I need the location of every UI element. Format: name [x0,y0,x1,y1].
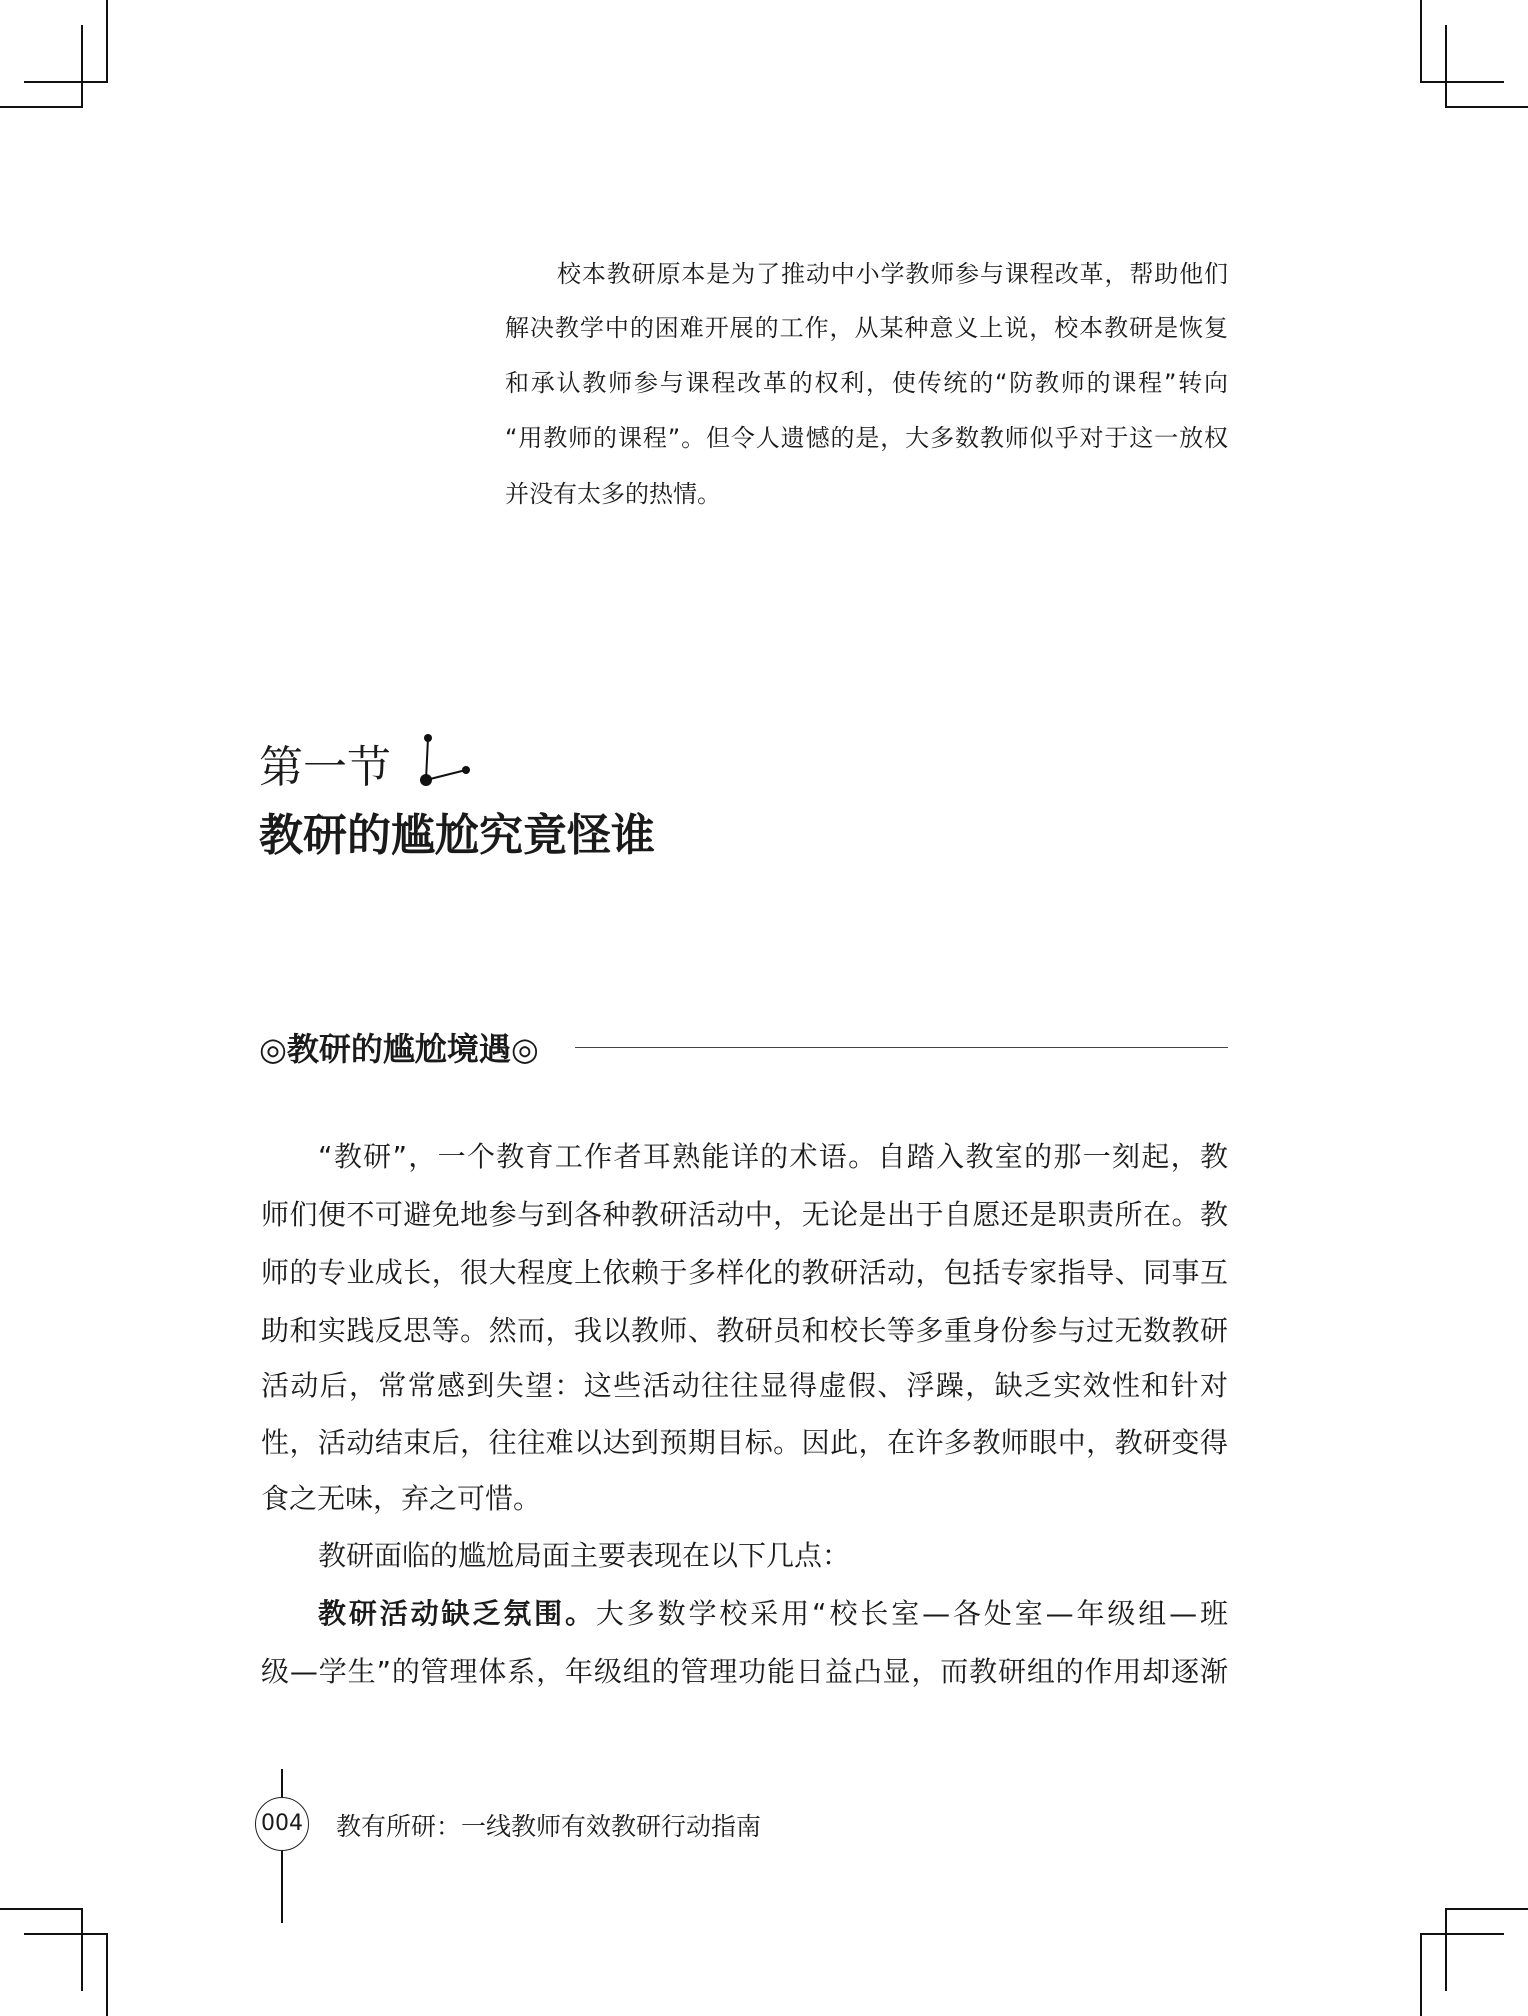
body-line: 师的专业成长，很大程度上依赖于多样化的教研活动，包括专家指导、同事互 [261,1256,1228,1289]
body-line: 教研面临的尴尬局面主要表现在以下几点： [318,1539,851,1572]
body-line [318,1597,1228,1631]
section-label: 第一节 [259,742,391,793]
body-line: 级—学生”的管理体系，年级组的管理功能日益凸显，而教研组的作用却逐渐 [261,1655,1228,1688]
body-line: 助和实践反思等。然而，我以教师、教研员和校长等多重身份参与过无数教研 [261,1314,1228,1347]
body-line: 活动后，常常感到失望：这些活动往往显得虚假、浮躁，缺乏实效性和针对 [261,1369,1228,1402]
intro-line: 并没有太多的热情。 [505,480,721,508]
intro-line: “用教师的课程”。但令人遗憾的是，大多数教师似乎对于这一放权 [505,424,1228,452]
body-line: 食之无味，弃之可惜。 [261,1482,542,1515]
body-line: “教研”，一个教育工作者耳熟能详的术语。自踏入教室的那一刻起，教 [318,1140,1228,1173]
body-line-rest: 大多数学校采用“校长室—各处室—年级组—班 [595,1597,1228,1630]
subheading-rule [575,1047,1228,1048]
book-title: 教有所研：一线教师有效教研行动指南 [336,1812,762,1841]
subheading: ◎教研的尴尬境遇◎ [259,1030,539,1068]
page-number: 004 [261,1811,303,1836]
intro-line: 解决教学中的困难开展的工作，从某种意义上说，校本教研是恢复 [505,314,1228,342]
bold-lead: 教研活动缺乏氛围。 [318,1597,596,1630]
intro-line: 和承认教师参与课程改革的权利，使传统的“防教师的课程”转向 [505,369,1228,397]
body-line: 性，活动结束后，往往难以达到预期目标。因此，在许多教师眼中，教研变得 [261,1426,1228,1459]
page-number-badge [255,1797,309,1851]
body-line: 师们便不可避免地参与到各种教研活动中，无论是出于自愿还是职责所在。教 [261,1198,1228,1231]
intro-line: 校本教研原本是为了推动中小学教师参与课程改革，帮助他们 [557,260,1228,288]
section-title: 教研的尴尬究竟怪谁 [259,810,655,861]
constellation-icon [414,730,476,790]
